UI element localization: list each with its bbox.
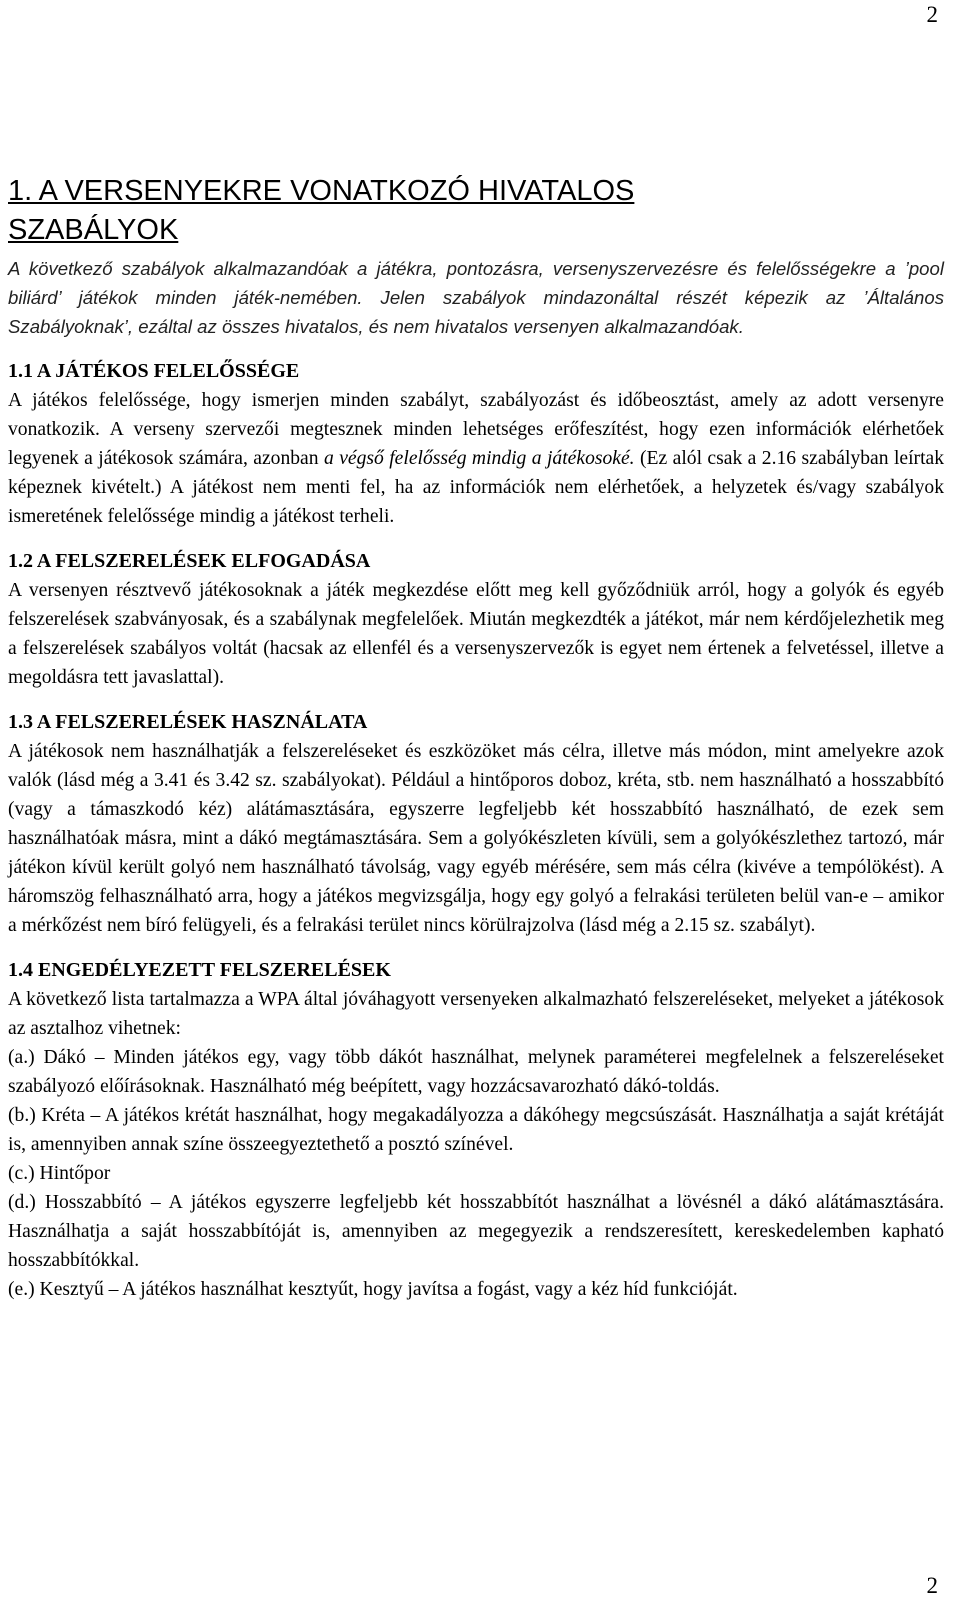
list-item: (a.) Dákó – Minden játékos egy, vagy több dákót használhat, melynek paraméterei megfelelnek a felszereléseket szabályozó előírásoknak. Használható még beépített, vagy hozzácsavarozható dákó-toldás. — [8, 1047, 944, 1097]
list-item: (d.) Hosszabbító – A játékos egyszerre legfeljebb két hosszabbítót használhat a lövésnél a dákó alátámasztására. Használhatja a saját hosszabbítóját is, amennyiben az megegyezik a rendszeresített, kereskedelemben kapható hosszabbítókkal. — [8, 1192, 944, 1271]
title-line-1: 1. A VERSENYEKRE VONATKOZÓ HIVATALOS — [8, 175, 635, 207]
list-item: (b.) Kréta – A játékos krétát használhat, hogy megakadályozza a dákóhegy megcsúszását. Használhatja a saját krétáját is, amennyiben annak színe összeegyeztethető a posztó színével. — [8, 1105, 944, 1155]
page-number-top: 2 — [926, 2, 938, 27]
section-text-part: (Ez alól csak a 2.16 szabályban leírtak képeznek kivételt.) A játékost nem menti fel, ha az információk nem elérhetőek, a helyzetek és/vagy szabályok ismeretének felelőssége mindig a játékost terheli. — [8, 448, 945, 527]
section-1-4 — [8, 956, 944, 1304]
list-item: (e.) Kesztyű – A játékos használhat kesztyűt, hogy javítsa a fogást, vagy a kéz híd funkcióját. — [8, 1279, 738, 1300]
section-title: 1.3 A FELSZERELÉSEK HASZNÁLATA — [8, 711, 368, 733]
section-title: 1.4 ENGEDÉLYEZETT FELSZERELÉSEK — [8, 959, 391, 981]
list-item: (c.) Hintőpor — [8, 1163, 111, 1184]
section-text: A játékosok nem használhatják a felszereléseket és eszközöket más célra, illetve más módon, mint amelyekre azok valók (lásd még a 3.41 és 3.42 sz. szabályokat). Például a hintőporos doboz, kréta, stb. nem használható a hosszabbító (vagy a támaszkodó kéz) alátámasztására, egyszerre legfeljebb két hosszabbító használható, de ezek sem használhatóak másra, mint a dákó megtámasztására. Sem a golyókészleten kívüli, sem a golyókészlethez tartozó, már játékon kívül került golyó nem használható távolság, vagy egyéb mérésére, sem más célra (kivéve a tempólökést). A háromszög felhasználható arra, hogy a játékos megvizsgálja, hogy egy golyó a felrakási területen belül van-e – amikor a mérkőzést nem bíró felügyeli, és a felrakási terület nincs körülrajzolva (lásd még a 2.15 sz. szabályt). — [8, 741, 944, 936]
section-1-3 — [8, 708, 944, 940]
section-text — [8, 386, 944, 531]
section-text-emphasis: a végső felelősség mindig a játékosoké. — [323, 448, 635, 469]
section-text: A következő lista tartalmazza a WPA által jóváhagyott versenyeken alkalmazható felszereléseket, melyeket a játékosok az asztalhoz vihetnek: — [8, 989, 944, 1039]
document-title — [8, 172, 944, 250]
intro-paragraph: A következő szabályok alkalmazandóak a játékra, pontozásra, versenyszervezésre és felelősségekre a ’pool biliárd’ játékok minden játék-nemében. Jelen szabályok mindazonáltal részét képezik az ’Általános Szabályoknak’, ezáltal az összes hivatalos, és nem hivatalos versenyen alkalmazandóak. — [8, 258, 944, 337]
title-line-2: SZABÁLYOK — [8, 214, 179, 246]
section-1-1 — [8, 357, 944, 531]
page-number-bottom: 2 — [926, 1573, 938, 1598]
document-body — [8, 172, 944, 1304]
section-text: A versenyen résztvevő játékosoknak a játék megkezdése előtt meg kell győződniük arról, hogy a golyók és egyéb felszerelések szabványosak, és a szabálynak megfelelőek. Miután megkezdték a játékot, már nem kérdőjelezhetik meg a felszerelések szabályos voltát (hacsak az ellenfél és a versenyszervezők is egyet nem értenek a felvetéssel, illetve a megoldásra tett javaslattal). — [8, 580, 944, 688]
section-1-2 — [8, 547, 944, 692]
section-title: 1.2 A FELSZERELÉSEK ELFOGADÁSA — [8, 550, 371, 572]
section-title: 1.1 A JÁTÉKOS FELELŐSSÉGE — [8, 360, 300, 382]
section-text-part: A játékos felelőssége, hogy ismerjen minden szabályt, szabályozást és időbeosztást, amely az adott versenyre vonatkozik. A verseny szervezői megtesznek minden lehetséges erőfeszítést, hogy ezen információk elérhetőek legyenek a játékosok számára, azonban — [8, 390, 944, 469]
